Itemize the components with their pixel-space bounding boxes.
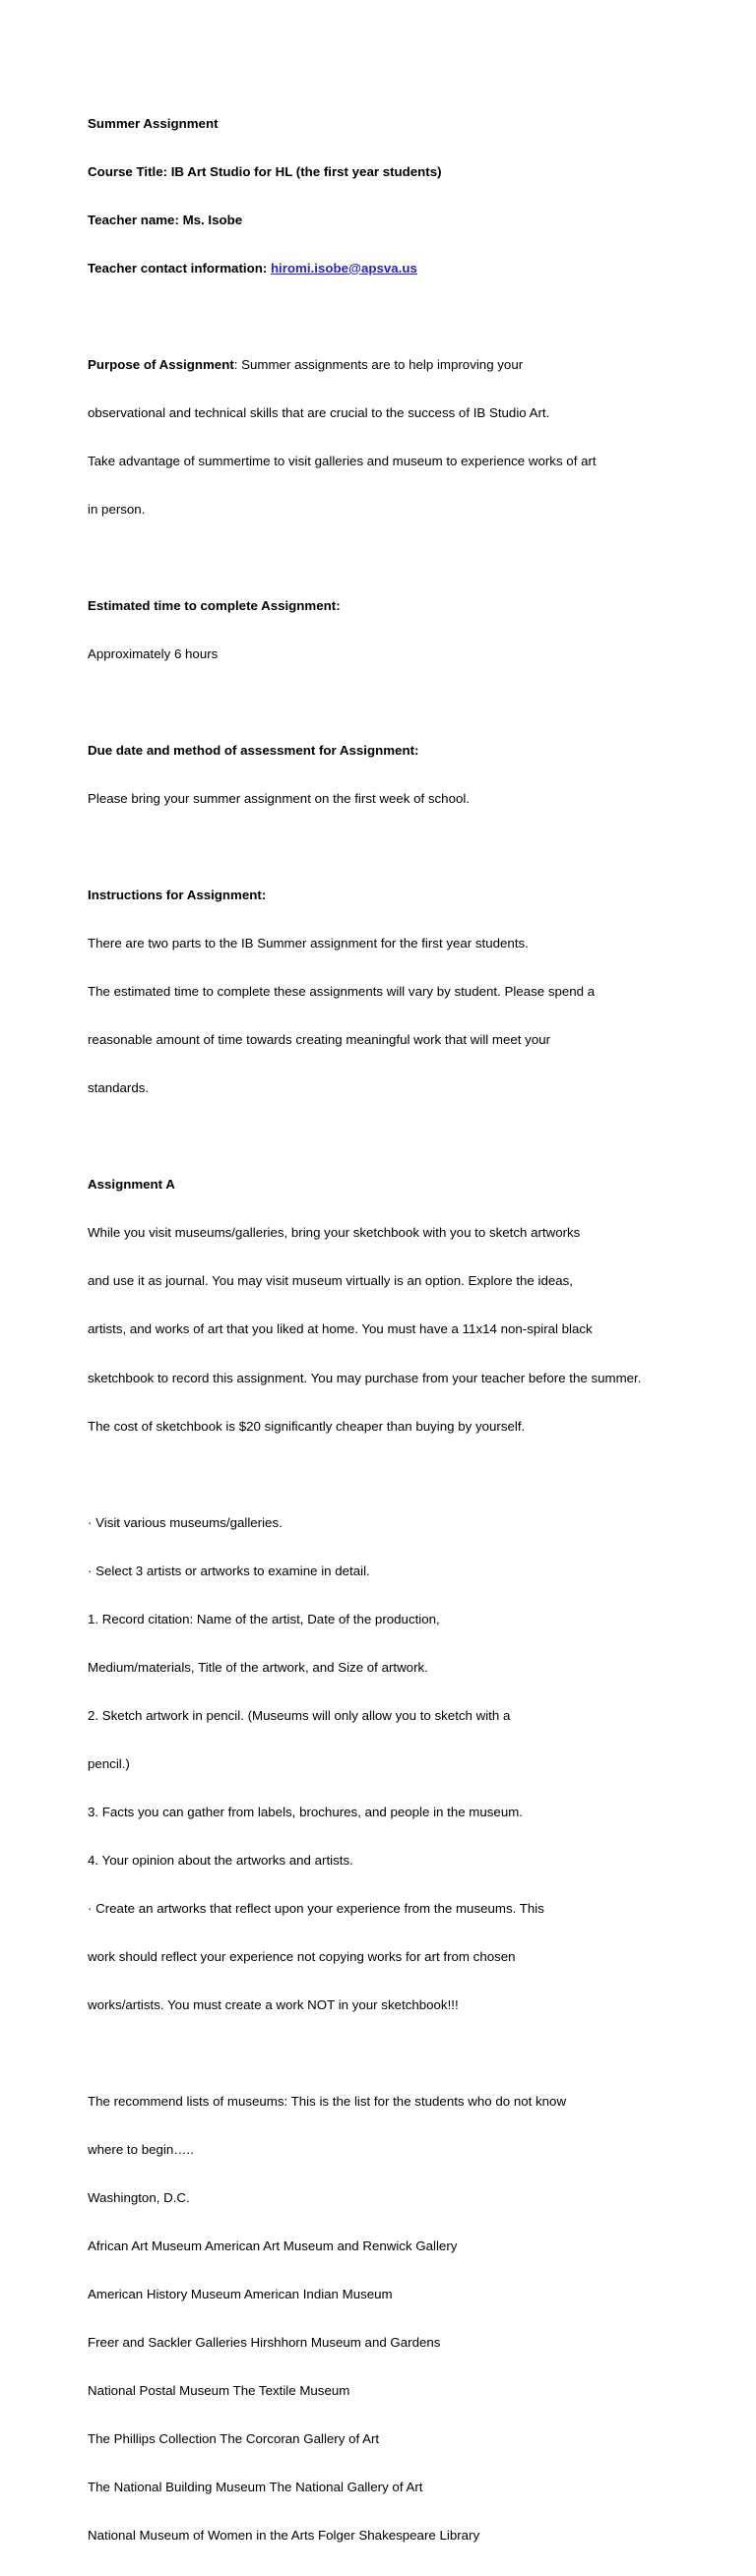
museum-list-item: Freer and Sackler Galleries Hirshhorn Museum and Gardens bbox=[88, 2335, 441, 2351]
document-body bbox=[88, 84, 678, 2576]
museum-region-label: Washington, D.C. bbox=[88, 2190, 190, 2206]
instructions-line-1: There are two parts to the IB Summer assignment for the first year students. bbox=[88, 936, 529, 951]
purpose-first-line bbox=[88, 357, 678, 373]
purpose-heading-suffix: : Summer assignments are to help improving your bbox=[233, 356, 524, 372]
purpose-block bbox=[88, 325, 678, 550]
task-list-item-2: 2. Sketch artwork in pencil. (Museums will only allow you to sketch with a bbox=[88, 1707, 511, 1723]
due-date-heading: Due date and method of assessment for Assignment: bbox=[88, 743, 419, 759]
task-list-item-bullet-2: · Select 3 artists or artworks to examine in detail. bbox=[88, 1563, 370, 1578]
assignment-a-heading: Assignment A bbox=[88, 1177, 175, 1193]
assignment-a-block bbox=[88, 1145, 678, 1467]
instructions-line-3: reasonable amount of time towards creating meaningful work that will meet your bbox=[88, 1032, 551, 1048]
doc-title: Summer Assignment bbox=[88, 115, 219, 131]
museum-list-item: African Art Museum American Art Museum and Renwick Gallery bbox=[88, 2239, 458, 2254]
assignment-a-line-1: While you visit museums/galleries, bring your sketchbook with you to sketch artworks bbox=[88, 1225, 581, 1241]
assignment-a-line-4: sketchbook to record this assignment. You may purchase from your teacher before the summer. bbox=[88, 1370, 642, 1385]
task-list-block bbox=[88, 1483, 678, 2046]
task-list-item-bullet-3-cont-1: work should reflect your experience not copying works for art from chosen bbox=[88, 1948, 516, 1964]
estimated-time-heading: Estimated time to complete Assignment: bbox=[88, 598, 341, 613]
museum-list-item: National Postal Museum The Textile Museum bbox=[88, 2383, 350, 2399]
instructions-heading: Instructions for Assignment: bbox=[88, 888, 267, 903]
museum-intro-line-1: The recommend lists of museums: This is the list for the students who do not know bbox=[88, 2093, 567, 2109]
teacher-name-line: Teacher name: Ms. Isobe bbox=[88, 212, 243, 227]
assignment-a-line-2: and use it as journal. You may visit museum virtually is an option. Explore the ideas, bbox=[88, 1273, 573, 1289]
museum-list-item: American History Museum American Indian Museum bbox=[88, 2287, 393, 2302]
course-title-line: Course Title: IB Art Studio for HL (the first year students) bbox=[88, 163, 442, 179]
museum-list-item: National Museum of Women in the Arts Folger Shakespeare Library bbox=[88, 2528, 480, 2544]
instructions-line-4: standards. bbox=[88, 1080, 150, 1096]
header-block bbox=[88, 84, 678, 309]
task-list-item-2-cont: pencil.) bbox=[88, 1755, 130, 1771]
teacher-contact-line bbox=[88, 261, 678, 276]
task-list-item-1-cont: Medium/materials, Title of the artwork, and Size of artwork. bbox=[88, 1659, 428, 1675]
purpose-line-2: observational and technical skills that are crucial to the success of IB Studio Art. bbox=[88, 404, 550, 420]
purpose-line-4: in person. bbox=[88, 501, 146, 517]
task-list-item-bullet-1: · Visit various museums/galleries. bbox=[88, 1514, 283, 1530]
museum-list-item: The National Building Museum The National Gallery of Art bbox=[88, 2480, 423, 2495]
task-list-item-3: 3. Facts you can gather from labels, brochures, and people in the museum. bbox=[88, 1804, 523, 1819]
task-list-item-4: 4. Your opinion about the artworks and artists. bbox=[88, 1852, 353, 1868]
teacher-email-link[interactable]: hiromi.isobe@apsva.us bbox=[270, 260, 417, 276]
estimated-time-value: Approximately 6 hours bbox=[88, 646, 219, 662]
task-list-item-bullet-3: · Create an artworks that reflect upon your experience from the museums. This bbox=[88, 1900, 544, 1916]
assignment-a-line-3: artists, and works of art that you liked at home. You must have a 11x14 non-spiral black bbox=[88, 1321, 593, 1337]
museum-list-item: The Phillips Collection The Corcoran Gallery of Art bbox=[88, 2431, 380, 2447]
instructions-block bbox=[88, 856, 678, 1130]
teacher-contact-label: Teacher contact information: bbox=[88, 260, 271, 276]
task-list-item-1: 1. Record citation: Name of the artist, Date of the production, bbox=[88, 1611, 440, 1626]
instructions-line-2: The estimated time to complete these assignments will vary by student. Please spend a bbox=[88, 984, 596, 1000]
museum-list-block bbox=[88, 2061, 678, 2576]
assignment-a-line-5: The cost of sketchbook is $20 significantly cheaper than buying by yourself. bbox=[88, 1418, 526, 1434]
due-date-value: Please bring your summer assignment on the first week of school. bbox=[88, 791, 471, 807]
museum-intro-line-2: where to begin….. bbox=[88, 2142, 194, 2157]
purpose-line-3: Take advantage of summertime to visit galleries and museum to experience works of art bbox=[88, 453, 597, 468]
purpose-heading: Purpose of Assignment bbox=[88, 356, 234, 372]
estimated-time-block bbox=[88, 566, 678, 695]
task-list-item-bullet-3-cont-2: works/artists. You must create a work NOT in your sketchbook!!! bbox=[88, 1996, 459, 2012]
due-date-block bbox=[88, 710, 678, 839]
